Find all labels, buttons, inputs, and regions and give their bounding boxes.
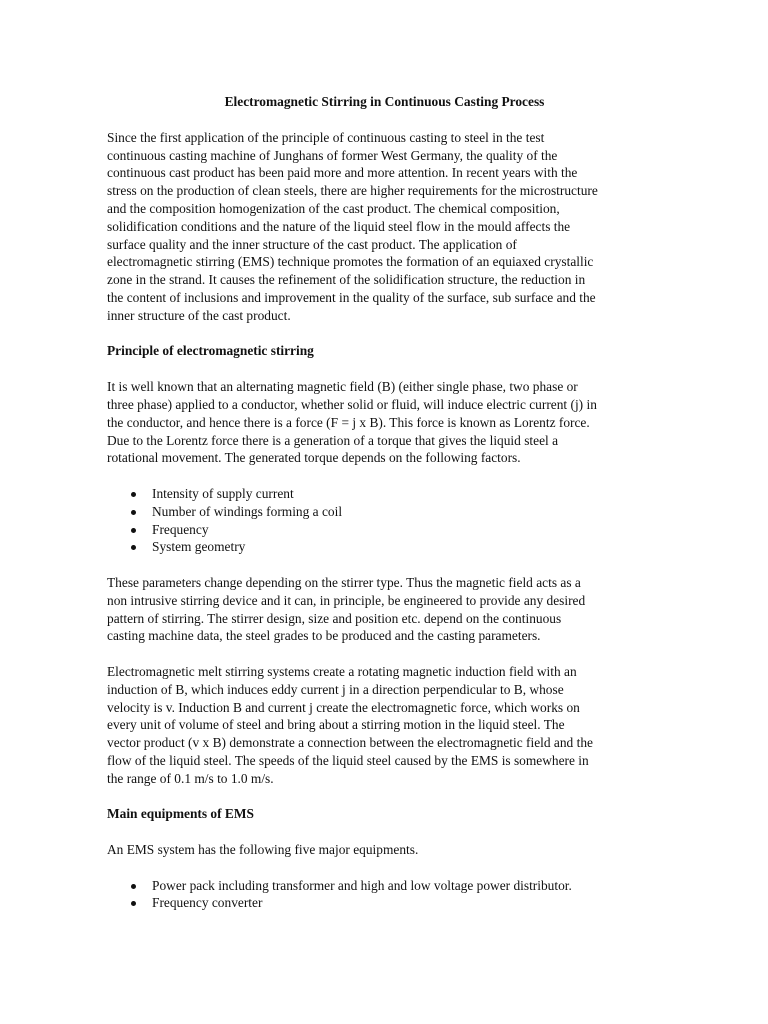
text-line: stress on the production of clean steels, there are higher requirements for the microstructure: [107, 183, 598, 199]
text-line: continuous cast product has been paid more and more attention. In recent years with the: [107, 165, 578, 181]
intro-paragraph: [107, 129, 662, 325]
bullet-icon: [131, 901, 136, 906]
list-item: [107, 894, 662, 912]
list-item: [107, 521, 662, 539]
list-item-text: Power pack including transformer and high and low voltage power distributor.: [152, 877, 572, 893]
text-line: zone in the strand. It causes the refinement of the solidification structure, the reduction in: [107, 272, 586, 288]
principle-paragraph: [107, 378, 662, 467]
text-line: surface quality and the inner structure of the cast product. The application of: [107, 236, 517, 252]
bullet-icon: [131, 528, 136, 533]
bullet-icon: [131, 545, 136, 550]
list-item-text: System geometry: [152, 539, 246, 555]
text-line: induction of B, which induces eddy current j in a direction perpendicular to B, whose: [107, 681, 564, 697]
list-item-text: Intensity of supply current: [152, 485, 294, 501]
text-line: continuous casting machine of Junghans of former West Germany, the quality of the: [107, 147, 558, 163]
text-line: velocity is v. Induction B and current j create the electromagnetic force, which works on: [107, 699, 580, 715]
text-line: flow of the liquid steel. The speeds of the liquid steel caused by the EMS is somewhere in: [107, 752, 589, 768]
text-line: electromagnetic stirring (EMS) technique promotes the formation of an equiaxed crystallic: [107, 254, 594, 270]
list-item: [107, 485, 662, 503]
text-line: and the composition homogenization of the cast product. The chemical composition,: [107, 200, 560, 216]
bullet-icon: [131, 510, 136, 515]
bullet-icon: [131, 492, 136, 497]
bullet-icon: [131, 884, 136, 889]
equipments-intro: [107, 841, 662, 859]
equipments-list: [107, 877, 662, 913]
text-line: vector product (v x B) demonstrate a connection between the electromagnetic field and the: [107, 735, 593, 751]
text-line: solidification conditions and the nature of the liquid steel flow in the mould affects the: [107, 218, 571, 234]
list-item: [107, 538, 662, 556]
parameters-paragraph: [107, 574, 662, 645]
list-item-text: Frequency: [152, 521, 209, 537]
text-line: the content of inclusions and improvement in the quality of the surface, sub surface and the: [107, 289, 596, 305]
list-item: [107, 503, 662, 521]
document-title: Electromagnetic Stirring in Continuous Casting Process: [224, 94, 545, 109]
text-line: three phase) applied to a conductor, whether solid or fluid, will induce electric current (j) in: [107, 396, 597, 412]
text-line: the range of 0.1 m/s to 1.0 m/s.: [107, 770, 274, 786]
list-item: [107, 877, 662, 895]
text-line: rotational movement. The generated torque depends on the following factors.: [107, 450, 521, 466]
text-line: These parameters change depending on the stirrer type. Thus the magnetic field acts as a: [107, 574, 581, 590]
list-item-text: Number of windings forming a coil: [152, 503, 343, 519]
text-line: the conductor, and hence there is a force (F = j x B). This force is known as Lorentz force.: [107, 414, 590, 430]
text-line: inner structure of the cast product.: [107, 307, 291, 323]
text-line: Electromagnetic melt stirring systems create a rotating magnetic induction field with an: [107, 663, 577, 679]
document-page: [107, 93, 662, 930]
text-line: casting machine data, the steel grades to be produced and the casting parameters.: [107, 628, 541, 644]
text-line: pattern of stirring. The stirrer design, size and position etc. depend on the continuous: [107, 610, 562, 626]
text-line: Due to the Lorentz force there is a generation of a torque that gives the liquid steel a: [107, 432, 559, 448]
factors-list: [107, 485, 662, 556]
melt-stirring-paragraph: [107, 663, 662, 788]
text-line: Since the first application of the principle of continuous casting to steel in the test: [107, 129, 545, 145]
text-line: It is well known that an alternating magnetic field (B) (either single phase, two phase or: [107, 379, 578, 395]
text-line: An EMS system has the following five major equipments.: [107, 842, 419, 858]
text-line: every unit of volume of steel and bring about a stirring motion in the liquid steel. The: [107, 717, 565, 733]
section-heading-equipments: Main equipments of EMS: [107, 806, 254, 822]
text-line: non intrusive stirring device and it can, in principle, be engineered to provide any desired: [107, 592, 586, 608]
list-item-text: Frequency converter: [152, 895, 263, 911]
section-heading-principle: Principle of electromagnetic stirring: [107, 343, 314, 359]
